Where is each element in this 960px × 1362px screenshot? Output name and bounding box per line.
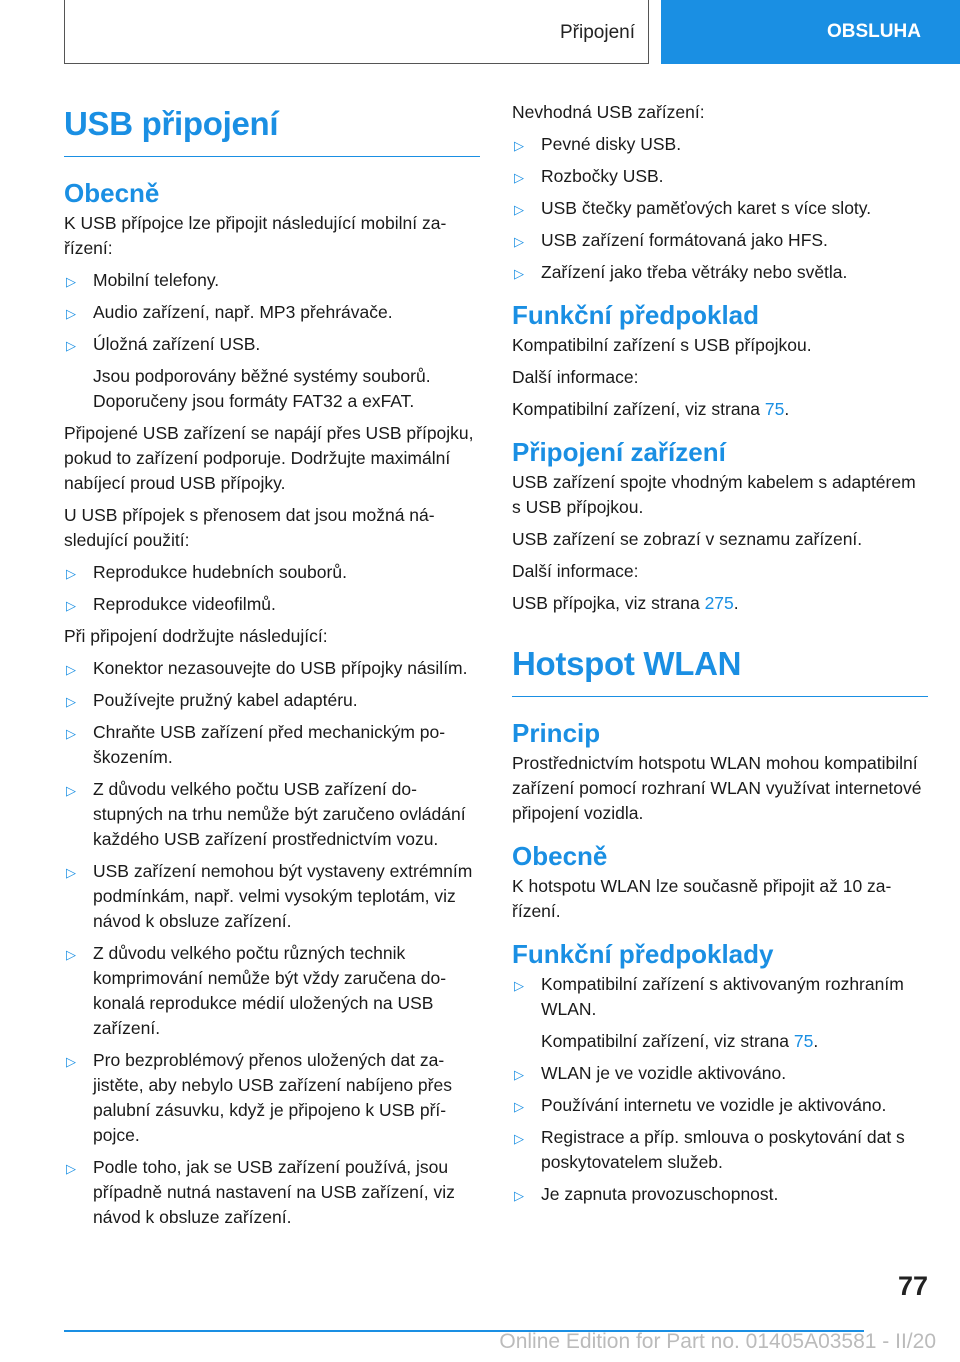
list-item: ▷ USB zařízení formátovaná jako HFS. <box>512 228 928 253</box>
list-item: ▷ Pro bezproblémový přenos uložených dat zajistěte, aby nebylo USB zařízení nabíjeno přes palubní zásuvku, když je připojeno k USB přípojce. <box>66 1050 452 1145</box>
list-item: ▷ Zařízení jako třeba větráky nebo světla. <box>512 260 928 285</box>
triangle-bullet-icon: ▷ <box>514 1188 524 1203</box>
triangle-bullet-icon: ▷ <box>66 947 76 962</box>
triangle-bullet-icon: ▷ <box>514 1131 524 1146</box>
triangle-bullet-icon: ▷ <box>514 1099 524 1114</box>
list-item: ▷ WLAN je ve vozidle aktivováno. <box>512 1061 928 1086</box>
triangle-bullet-icon: ▷ <box>514 170 524 185</box>
triangle-bullet-icon: ▷ <box>514 266 524 281</box>
list-item: ▷ Používejte pružný kabel adaptéru. <box>64 688 480 713</box>
triangle-bullet-icon: ▷ <box>66 662 76 677</box>
triangle-bullet-icon: ▷ <box>514 202 524 217</box>
paragraph-power: Připojené USB zařízení se napájí přes USB přípojku, pokud to zařízení podporuje. Dodržujte maximální nabíjecí proud USB přípojky. <box>64 423 474 493</box>
list-item: ▷ Registrace a příp. smlouva o poskytování dat s poskytovatelem služeb. <box>514 1127 905 1172</box>
paragraph-connect-more: Další informace: <box>512 561 639 581</box>
left-column <box>64 100 480 1237</box>
triangle-bullet-icon: ▷ <box>66 566 76 581</box>
list-item: ▷ Audio zařízení, např. MP3 přehrávače. <box>64 300 480 325</box>
list-item: ▷ Je zapnuta provozuschopnost. <box>512 1182 928 1207</box>
page-link-75-hotspot[interactable]: 75 <box>793 1031 814 1051</box>
triangle-bullet-icon: ▷ <box>514 1067 524 1082</box>
paragraph-unsuitable: Nevhodná USB zařízení: <box>512 102 705 122</box>
triangle-bullet-icon: ▷ <box>66 783 76 798</box>
section-title-hotspot: Hotspot WLAN <box>512 640 928 697</box>
triangle-bullet-icon: ▷ <box>66 726 76 741</box>
list-item: ▷ Úložná zařízení USB. Jsou podporovány běžné systémy souborů. Doporučeny jsou formáty FAT32 a exFAT. <box>64 332 480 414</box>
list-item: ▷ Mobilní telefony. <box>64 268 480 293</box>
triangle-bullet-icon: ▷ <box>66 274 76 289</box>
triangle-bullet-icon: ▷ <box>66 694 76 709</box>
triangle-bullet-icon: ▷ <box>66 1054 76 1069</box>
list-item: ▷ USB čtečky paměťových karet s více sloty. <box>512 196 928 221</box>
heading-requirement: Funkční předpoklad <box>512 300 760 330</box>
list-item: ▷ Konektor nezasouvejte do USB přípojky násilím. <box>64 656 480 681</box>
list-requirements <box>512 972 928 1207</box>
heading-general-hotspot: Obecně <box>512 841 608 871</box>
paragraph-requirement: Kompatibilní zařízení s USB přípojkou. <box>512 335 812 355</box>
list-unsuitable <box>512 132 928 285</box>
list-item: ▷ Z důvodu velkého počtu různých technik komprimování nemůže být vždy zaručena dokonalá reprodukce médií uložených na USB zařízení. <box>66 943 447 1038</box>
paragraph-connect-1: USB zařízení spojte vhodným kabelem s adaptérem s USB přípojkou. <box>512 472 916 517</box>
heading-requirements: Funkční předpoklady <box>512 939 774 969</box>
paragraph-intro: K USB přípojce lze připojit následující mobilní zařízení: <box>64 213 447 258</box>
triangle-bullet-icon: ▷ <box>66 598 76 613</box>
heading-connect-device: Připojení zařízení <box>512 437 726 467</box>
list-item: ▷ Podle toho, jak se USB zařízení používá, jsou případně nutná nastavení na USB zařízení, viz návod k obsluze zařízení. <box>66 1157 455 1227</box>
list-item: ▷ USB zařízení nemohou být vystaveny extrémním podmínkám, např. velmi vysokým teplotám, viz návod k obsluze zařízení. <box>66 861 473 931</box>
triangle-bullet-icon: ▷ <box>514 138 524 153</box>
list-item: ▷ Reprodukce hudebních souborů. <box>64 560 480 585</box>
section-title-usb: USB připojení <box>64 100 480 157</box>
paragraph-connect-intro: Při připojení dodržujte následující: <box>64 626 328 646</box>
paragraph-connect-reference: USB přípojka, viz strana 275. <box>512 593 739 613</box>
paragraph-more-info: Další informace: <box>512 367 639 387</box>
triangle-bullet-icon: ▷ <box>514 234 524 249</box>
header-section: Připojení <box>560 22 635 43</box>
heading-principle: Princip <box>512 718 601 748</box>
page-number: 77 <box>897 1271 928 1301</box>
paragraph-connect-2: USB zařízení se zobrazí v seznamu zařízení. <box>512 529 863 549</box>
paragraph-general-hotspot: K hotspotu WLAN lze současně připojit až 10 zařízení. <box>512 876 892 921</box>
footer-edition: Online Edition for Part no. 01405A03581 - II/20 <box>499 1330 936 1353</box>
list-item: ▷ Rozbočky USB. <box>512 164 928 189</box>
list-item: ▷ Používání internetu ve vozidle je aktivováno. <box>512 1093 928 1118</box>
list-item: ▷ Reprodukce videofilmů. <box>64 592 480 617</box>
paragraph-transfer: U USB přípojek s přenosem dat jsou možná následující použití: <box>64 505 435 550</box>
triangle-bullet-icon: ▷ <box>66 865 76 880</box>
heading-general: Obecně <box>64 178 160 208</box>
list-item: ▷ Z důvodu velkého počtu USB zařízení dostupných na trhu nemůže být zaručeno ovládání každého USB zařízení prostřednictvím vozu. <box>66 779 466 849</box>
triangle-bullet-icon: ▷ <box>66 338 76 353</box>
triangle-bullet-icon: ▷ <box>66 306 76 321</box>
list-item: ▷ Kompatibilní zařízení s aktivovaným rozhraním WLAN. Kompatibilní zařízení, viz strana 75. <box>512 972 928 1054</box>
list-rules <box>64 656 480 1230</box>
page-link-275[interactable]: 275 <box>704 593 734 613</box>
triangle-bullet-icon: ▷ <box>514 978 524 993</box>
right-column <box>512 100 928 1214</box>
list-uses <box>64 560 480 617</box>
list-item: ▷ Chraňte USB zařízení před mechanickým poškozením. <box>66 722 446 767</box>
triangle-bullet-icon: ▷ <box>66 1161 76 1176</box>
requirement-reference: Kompatibilní zařízení, viz strana 75. <box>541 1031 819 1051</box>
page-link-75[interactable]: 75 <box>764 399 785 419</box>
paragraph-principle: Prostřednictvím hotspotu WLAN mohou kompatibilní zařízení pomocí rozhraní WLAN využívat internetové připojení vozidla. <box>512 753 922 823</box>
paragraph-reference: Kompatibilní zařízení, viz strana 75. <box>512 399 790 419</box>
list-item: ▷ Pevné disky USB. <box>512 132 928 157</box>
header-chapter: OBSLUHA <box>661 0 960 64</box>
devices-note: Jsou podporovány běžné systémy souborů. Doporučeny jsou formáty FAT32 a exFAT. <box>93 366 431 411</box>
list-devices <box>64 268 480 414</box>
